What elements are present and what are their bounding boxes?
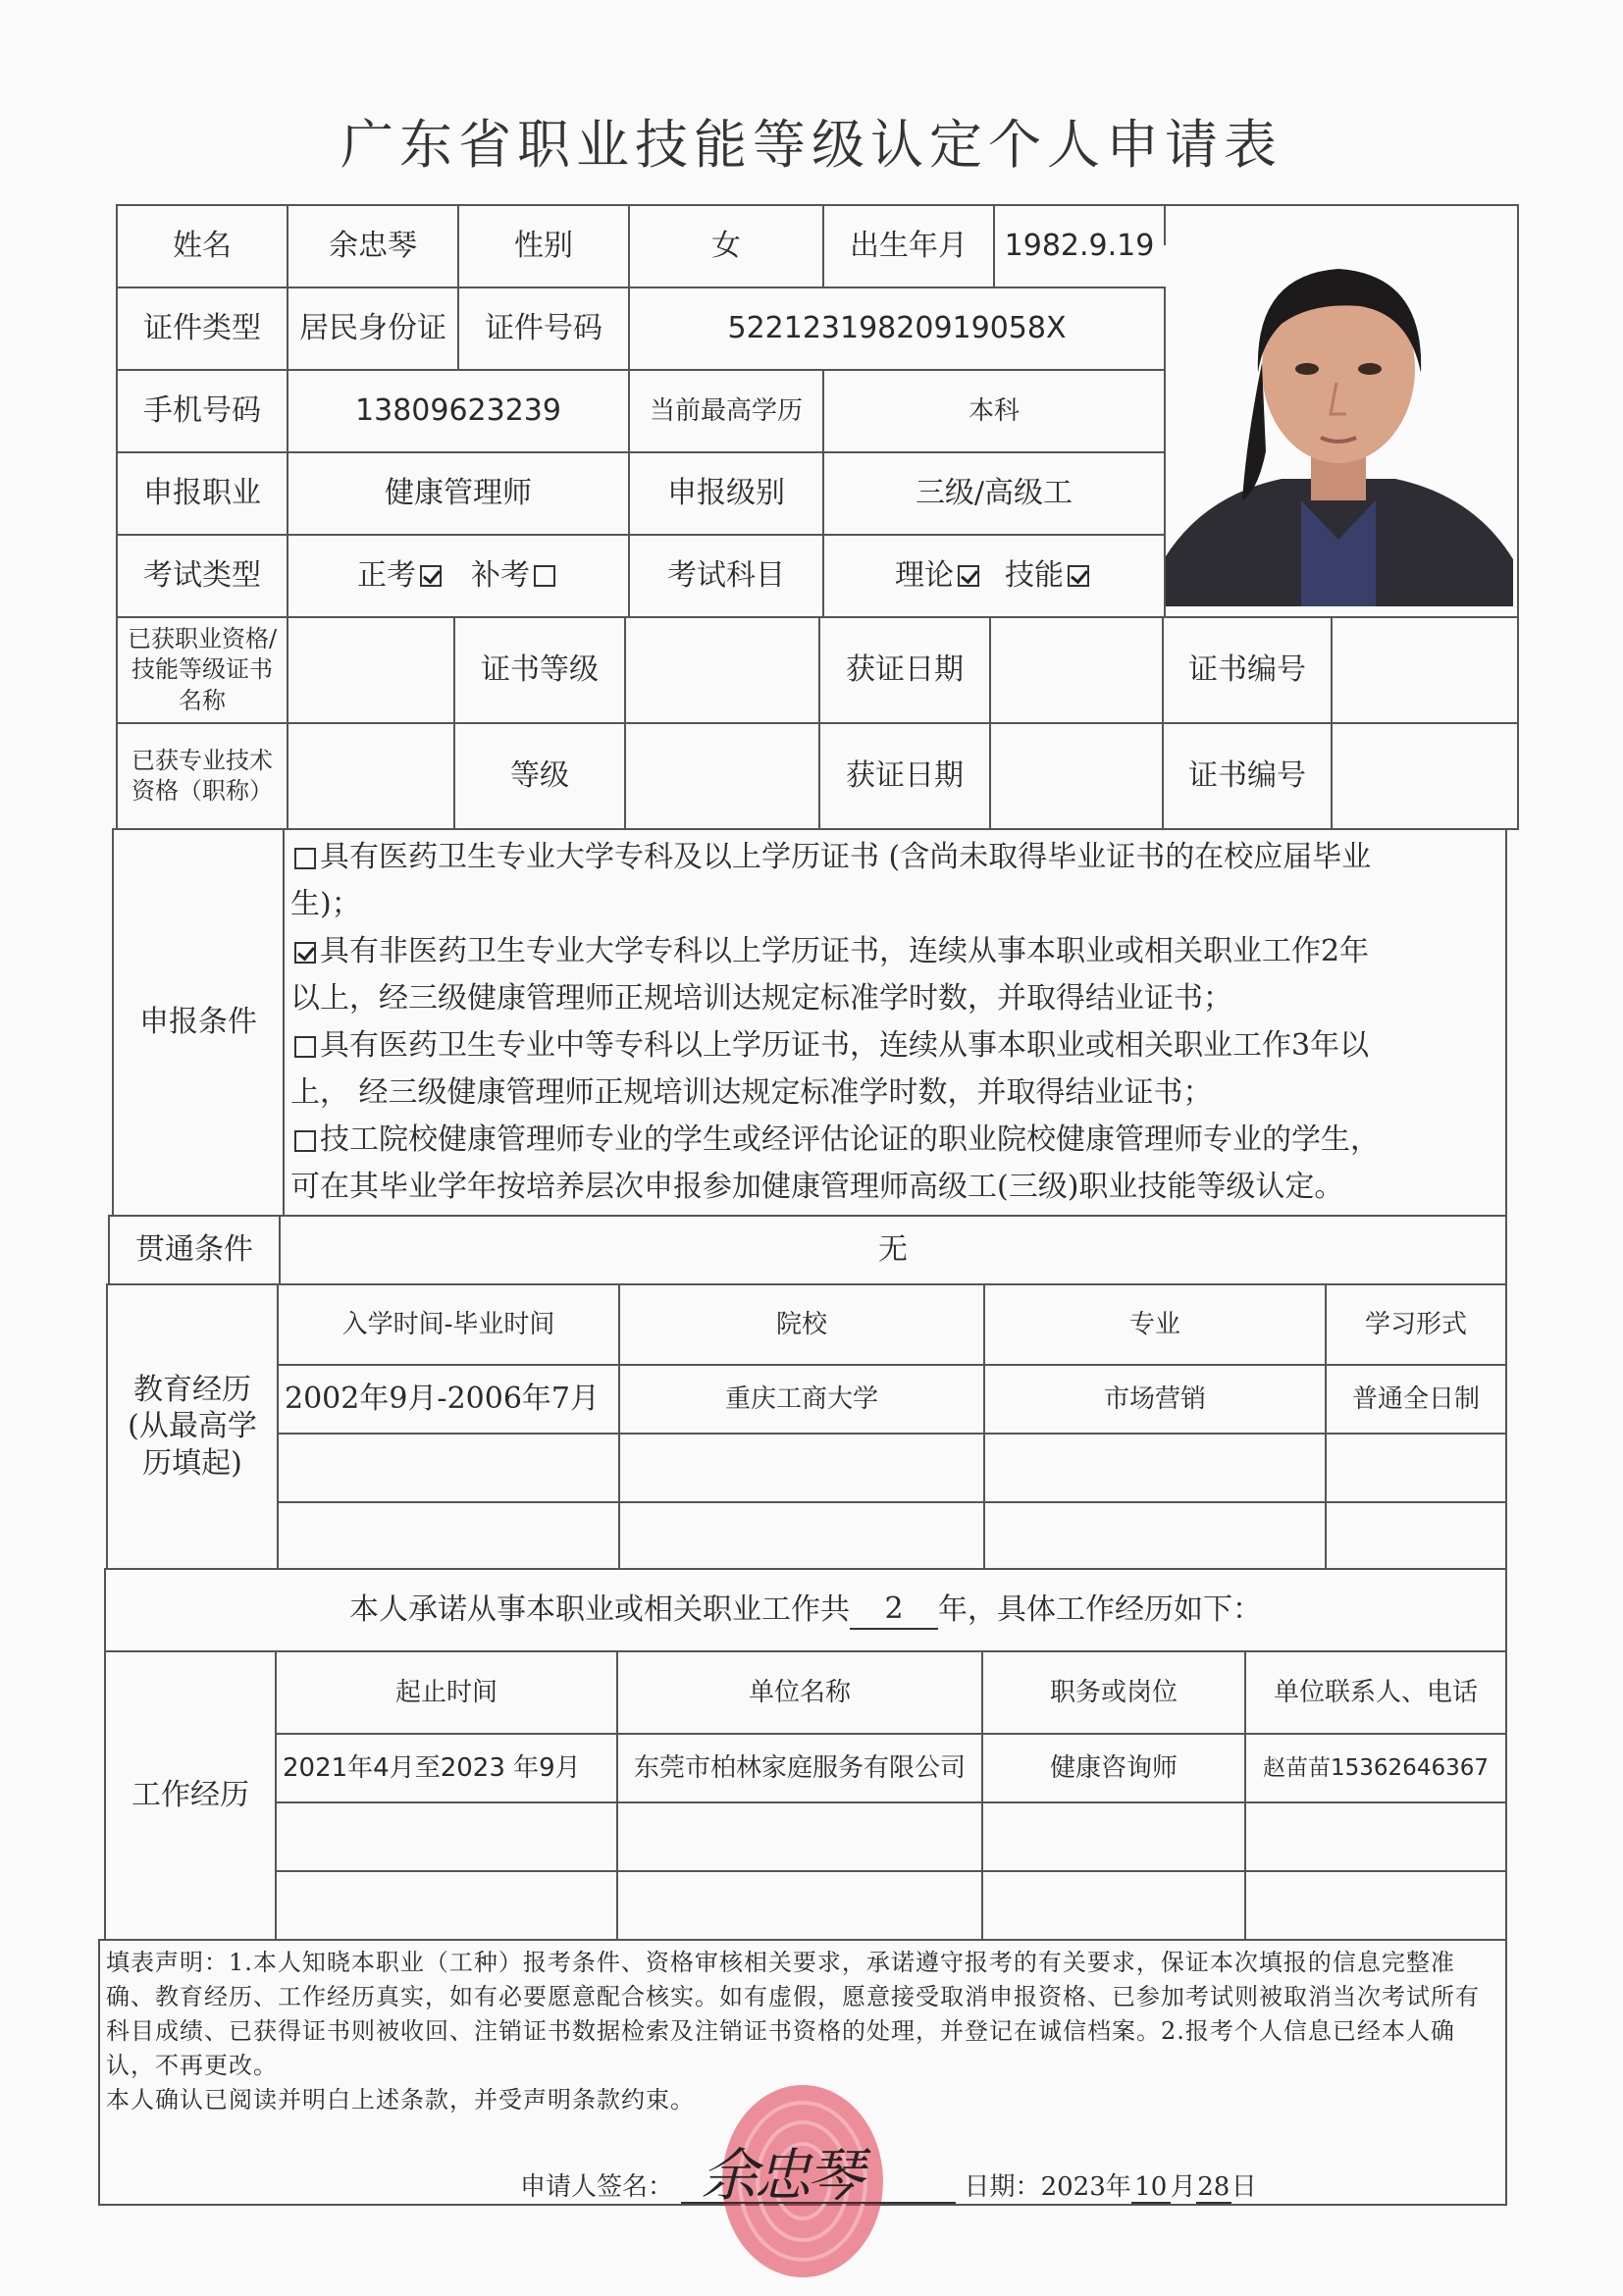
edu-row-3-major[interactable] (983, 1501, 1327, 1570)
tech-date-value[interactable] (989, 722, 1164, 830)
cert-date-value[interactable] (989, 616, 1164, 724)
work-label: 工作经历 (104, 1650, 277, 1941)
work-row-2-period[interactable] (275, 1801, 618, 1872)
name-label: 姓名 (116, 204, 288, 288)
subject-skill-option: 技能 (1005, 558, 1064, 594)
signature-handwriting: 余忠琴 (701, 2142, 861, 2209)
work-row-2-contact[interactable] (1244, 1801, 1507, 1872)
tech-date-label: 获证日期 (818, 722, 991, 830)
birth-label: 出生年月 (822, 204, 995, 288)
gender-value[interactable]: 女 (628, 204, 824, 288)
edu-row-3-school[interactable] (618, 1501, 985, 1570)
occupation-label: 申报职业 (116, 451, 288, 536)
condition-2-line1: 具有非医药卫生专业大学专科以上学历证书，连续从事本职业或相关职业工作2年 (320, 934, 1370, 968)
declaration-text: 填表声明：1.本人知晓本职业（工种）报考条件、资格审核相关要求，承诺遵守报考的有关要求，保证本次填报的信息完整准确、教育经历、工作经历真实，如有必要愿意配合核实。如有虚假，愿意接受取消申报资格、已参加考试则被取消当次考试所有科目成绩、已获得证书则被收回、注销证书数据检索及注销证书资格的处理，并登记在诚信档案。2.报考个人信息已经本人确认，不再更改。 (106, 1949, 1480, 2079)
tech-title-label: 已获专业技术资格（职称） (116, 722, 288, 830)
exam-subject-label: 考试科目 (628, 534, 824, 618)
id-type-value[interactable]: 居民身份证 (287, 287, 459, 371)
date-year-unit: 年 (1105, 2172, 1131, 2202)
pledge-prefix: 本人承诺从事本职业或相关职业工作共 (349, 1592, 850, 1628)
work-row-3-period[interactable] (275, 1870, 618, 1941)
subject-theory-option: 理论 (895, 558, 954, 594)
education-level-value[interactable]: 本科 (822, 369, 1166, 453)
phone-label: 手机号码 (116, 369, 288, 453)
birth-value[interactable]: 1982.9.19 (993, 204, 1166, 288)
work-row-2-position[interactable] (981, 1801, 1246, 1872)
condition-1-line1: 具有医药卫生专业大学专科及以上学历证书 (含尚未取得毕业证书的在校应届毕业 (320, 840, 1372, 874)
condition-1-line2: 生)； (290, 887, 361, 921)
condition-4-line1: 技工院校健康管理师专业的学生或经评估论证的职业院校健康管理师专业的学生， (320, 1122, 1380, 1157)
edu-row-1-school[interactable]: 重庆工商大学 (618, 1364, 985, 1435)
edu-header-mode: 学习形式 (1325, 1283, 1507, 1366)
work-header-position: 职务或岗位 (981, 1650, 1246, 1735)
tech-title-value[interactable] (287, 722, 455, 830)
tech-level-value[interactable] (624, 722, 820, 830)
signature-field[interactable] (681, 2142, 956, 2209)
signature-label: 申请人签名： (520, 2172, 674, 2202)
exam-regular-checkbox[interactable] (420, 565, 442, 587)
cert-no-label: 证书编号 (1162, 616, 1333, 724)
work-header-company: 单位名称 (616, 1650, 983, 1735)
date-label: 日期： (964, 2172, 1041, 2202)
cert-date-label: 获证日期 (818, 616, 991, 724)
work-row-1-contact[interactable]: 赵苗苗15362646367 (1244, 1733, 1507, 1803)
subject-theory-checkbox[interactable] (958, 565, 979, 587)
work-header-contact: 单位联系人、电话 (1244, 1650, 1507, 1735)
condition-3-line2: 上， 经三级健康管理师正规培训达规定标准学时数，并取得结业证书； (290, 1075, 1213, 1110)
work-row-3-company[interactable] (616, 1870, 983, 1941)
condition-4-line2: 可在其毕业学年按培养层次申报参加健康管理师高级工(三级)职业技能等级认定。 (290, 1170, 1344, 1204)
edu-row-2-period[interactable] (277, 1433, 620, 1503)
work-row-2-company[interactable] (616, 1801, 983, 1872)
tech-no-value[interactable] (1331, 722, 1519, 830)
condition-2-checkbox[interactable] (294, 942, 316, 964)
condition-item-1 (290, 834, 1499, 928)
through-value[interactable]: 无 (279, 1215, 1507, 1285)
pledge-years[interactable]: 2 (850, 1591, 938, 1630)
apply-level-label: 申报级别 (628, 451, 824, 536)
edu-row-1-period[interactable]: 2002年9月-2006年7月 (277, 1364, 620, 1435)
subject-skill-checkbox[interactable] (1068, 565, 1089, 587)
cert-name-value[interactable] (287, 616, 455, 724)
apply-level-value[interactable]: 三级/高级工 (822, 451, 1166, 536)
occupation-value[interactable]: 健康管理师 (287, 451, 630, 536)
edu-row-2-major[interactable] (983, 1433, 1327, 1503)
date-year[interactable]: 2023 (1040, 2172, 1106, 2202)
form-title: 广东省职业技能等级认定个人申请表 (340, 114, 1283, 176)
through-label: 贯通条件 (108, 1215, 281, 1285)
exam-subject-options (822, 534, 1166, 618)
cert-level-value[interactable] (624, 616, 820, 724)
edu-row-3-mode[interactable] (1325, 1501, 1507, 1570)
id-type-label: 证件类型 (116, 287, 288, 371)
exam-makeup-option: 补考 (471, 558, 530, 594)
condition-item-2 (290, 928, 1499, 1022)
work-header-period: 起止时间 (275, 1650, 618, 1735)
edu-row-1-mode[interactable]: 普通全日制 (1325, 1364, 1507, 1435)
signature-row (520, 2142, 1257, 2209)
edu-header-major: 专业 (983, 1283, 1327, 1366)
conditions-list (283, 828, 1507, 1217)
work-row-3-contact[interactable] (1244, 1870, 1507, 1941)
cert-name-label: 已获职业资格/技能等级证书名称 (116, 616, 288, 724)
id-number-label: 证件号码 (457, 287, 630, 371)
education-label: 教育经历(从最高学历填起) (106, 1283, 279, 1570)
name-value[interactable]: 余忠琴 (287, 204, 459, 288)
pledge-row (104, 1568, 1507, 1652)
conditions-label: 申报条件 (112, 828, 285, 1217)
phone-value[interactable]: 13809623239 (287, 369, 630, 453)
exam-regular-option: 正考 (357, 558, 416, 594)
condition-1-checkbox[interactable] (294, 848, 316, 869)
work-row-1-period[interactable]: 2021年4月至2023 年9月 (275, 1733, 618, 1803)
exam-makeup-checkbox[interactable] (534, 565, 555, 587)
pledge-suffix: 年，具体工作经历如下： (938, 1592, 1262, 1628)
condition-3-checkbox[interactable] (294, 1036, 316, 1058)
condition-item-3 (290, 1022, 1499, 1117)
tech-level-label: 等级 (453, 722, 626, 830)
edu-row-1-major[interactable]: 市场营销 (983, 1364, 1327, 1435)
edu-row-2-mode[interactable] (1325, 1433, 1507, 1503)
gender-label: 性别 (457, 204, 630, 288)
condition-4-checkbox[interactable] (294, 1130, 316, 1152)
condition-3-line1: 具有医药卫生专业中等专科以上学历证书，连续从事本职业或相关职业工作3年以 (320, 1028, 1370, 1063)
condition-2-line2: 以上，经三级健康管理师正规培训达规定标准学时数，并取得结业证书； (290, 981, 1232, 1016)
education-level-label: 当前最高学历 (628, 369, 824, 453)
applicant-photo (1164, 245, 1513, 606)
date-month-unit: 月 (1170, 2172, 1196, 2202)
id-number-value[interactable]: 52212319820919058X (628, 287, 1166, 371)
date-day-unit: 日 (1230, 2172, 1257, 2202)
date-day[interactable]: 28 (1197, 2172, 1230, 2202)
tech-no-label: 证书编号 (1162, 722, 1333, 830)
work-row-3-position[interactable] (981, 1870, 1246, 1941)
date-month[interactable]: 10 (1131, 2172, 1171, 2204)
work-row-1-company[interactable]: 东莞市柏林家庭服务有限公司 (616, 1733, 983, 1803)
cert-level-label: 证书等级 (453, 616, 626, 724)
exam-type-options (287, 534, 630, 618)
edu-header-school: 院校 (618, 1283, 985, 1366)
declaration-confirm: 本人确认已阅读并明白上述条款，并受声明条款约束。 (106, 2086, 695, 2113)
edu-header-period: 入学时间-毕业时间 (277, 1283, 620, 1366)
cert-no-value[interactable] (1331, 616, 1519, 724)
edu-row-3-period[interactable] (277, 1501, 620, 1570)
work-row-1-position[interactable]: 健康咨询师 (981, 1733, 1246, 1803)
condition-item-4 (290, 1117, 1499, 1211)
edu-row-2-school[interactable] (618, 1433, 985, 1503)
exam-type-label: 考试类型 (116, 534, 288, 618)
